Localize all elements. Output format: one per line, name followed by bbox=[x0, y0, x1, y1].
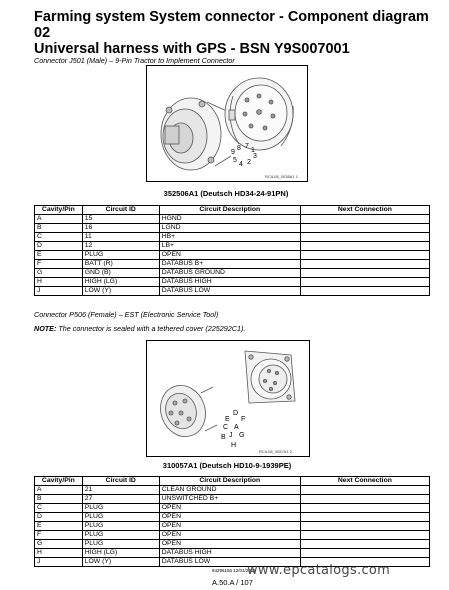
cell: 16 bbox=[82, 224, 159, 233]
pin-label: G bbox=[239, 432, 245, 439]
cell: OPEN bbox=[159, 513, 300, 522]
pin-label: 4 bbox=[239, 161, 243, 168]
cell: 11 bbox=[82, 233, 159, 242]
cell bbox=[300, 504, 429, 513]
cell: DATABUS GROUND bbox=[159, 269, 300, 278]
cell: DATABUS LOW bbox=[159, 287, 300, 296]
table-header-row bbox=[35, 206, 430, 215]
column-header: Cavity/Pin bbox=[35, 477, 83, 486]
pin-label: J bbox=[229, 432, 233, 439]
table-row bbox=[35, 549, 430, 558]
table-row bbox=[35, 278, 430, 287]
cell: OPEN bbox=[159, 531, 300, 540]
table-row bbox=[35, 251, 430, 260]
cell: C bbox=[35, 233, 83, 242]
cell: 21 bbox=[82, 486, 159, 495]
cell: PLUG bbox=[82, 504, 159, 513]
pin-label: 7 bbox=[245, 143, 249, 150]
column-header: Next Connection bbox=[300, 206, 429, 215]
cell: OPEN bbox=[159, 540, 300, 549]
table-header-row bbox=[35, 477, 430, 486]
connector-p506-figure bbox=[146, 340, 310, 457]
title-line-2: Universal harness with GPS - BSN Y9S007001 bbox=[34, 41, 350, 57]
pin-label: 3 bbox=[253, 153, 257, 160]
cell bbox=[300, 531, 429, 540]
table-row bbox=[35, 522, 430, 531]
pin-label: 2 bbox=[247, 159, 251, 166]
cell: D bbox=[35, 242, 83, 251]
cell bbox=[300, 233, 429, 242]
pin-label: 9 bbox=[231, 149, 235, 156]
table-row bbox=[35, 224, 430, 233]
cell: LB+ bbox=[159, 242, 300, 251]
cell bbox=[300, 269, 429, 278]
cell bbox=[300, 513, 429, 522]
cell: HB+ bbox=[159, 233, 300, 242]
cell: UNSWITCHED B+ bbox=[159, 495, 300, 504]
table-row bbox=[35, 260, 430, 269]
cell: DATABUS HIGH bbox=[159, 278, 300, 287]
cell: C bbox=[35, 504, 83, 513]
page-number: A.50.A / 107 bbox=[212, 578, 253, 587]
table-row bbox=[35, 486, 430, 495]
column-header: Circuit Description bbox=[159, 206, 300, 215]
cell bbox=[300, 215, 429, 224]
pin-label: 1 bbox=[251, 147, 255, 154]
cell: H bbox=[35, 549, 83, 558]
table-row bbox=[35, 504, 430, 513]
column-header: Circuit ID bbox=[82, 477, 159, 486]
cell bbox=[300, 224, 429, 233]
connector-p506-label: Connector P506 (Female) – EST (Electronic Service Tool) bbox=[34, 310, 219, 319]
table-row bbox=[35, 513, 430, 522]
column-header: Next Connection bbox=[300, 477, 429, 486]
cell: DATABUS B+ bbox=[159, 260, 300, 269]
figure-code: RCIL08_0057A1 2 bbox=[259, 449, 292, 454]
cell: J bbox=[35, 558, 83, 567]
table-row bbox=[35, 269, 430, 278]
cell bbox=[300, 522, 429, 531]
cell: LOW (Y) bbox=[82, 558, 159, 567]
cell: CLEAN GROUND bbox=[159, 486, 300, 495]
connector-j501-drawing bbox=[147, 66, 307, 181]
cell: OPEN bbox=[159, 251, 300, 260]
cell: E bbox=[35, 251, 83, 260]
connector-p506-caption: 310057A1 (Deutsch HD10-9-1939PE) bbox=[162, 461, 292, 470]
cell: HGND bbox=[159, 215, 300, 224]
cell: E bbox=[35, 522, 83, 531]
cell: F bbox=[35, 260, 83, 269]
cell: PLUG bbox=[82, 513, 159, 522]
cell: 12 bbox=[82, 242, 159, 251]
table-row bbox=[35, 531, 430, 540]
cell bbox=[300, 549, 429, 558]
cell: DATABUS HIGH bbox=[159, 549, 300, 558]
cell: G bbox=[35, 540, 83, 549]
pin-label: B bbox=[221, 434, 226, 441]
cell bbox=[300, 278, 429, 287]
pin-label: 8 bbox=[237, 145, 241, 152]
cell bbox=[300, 242, 429, 251]
pin-label: A bbox=[234, 424, 239, 431]
pin-label: E bbox=[225, 416, 230, 423]
pinout-table-j501 bbox=[34, 205, 430, 296]
cell: 27 bbox=[82, 495, 159, 504]
note-text bbox=[34, 324, 245, 333]
pin-label: F bbox=[241, 416, 246, 423]
cell: H bbox=[35, 278, 83, 287]
pin-label: H bbox=[231, 442, 237, 449]
table-row bbox=[35, 540, 430, 549]
table-row bbox=[35, 215, 430, 224]
column-header: Circuit ID bbox=[82, 206, 159, 215]
watermark: www.epcatalogs.com bbox=[247, 563, 391, 578]
cell: B bbox=[35, 224, 83, 233]
cell: PLUG bbox=[82, 522, 159, 531]
cell: A bbox=[35, 215, 83, 224]
title-line-1: Farming system System connector - Component diagram 02 bbox=[34, 9, 429, 41]
table-row bbox=[35, 242, 430, 251]
connector-p506-drawing bbox=[147, 341, 309, 456]
cell: GND (B) bbox=[82, 269, 159, 278]
cell bbox=[300, 260, 429, 269]
cell: PLUG bbox=[82, 531, 159, 540]
cell bbox=[300, 495, 429, 504]
cell: A bbox=[35, 486, 83, 495]
cell bbox=[300, 540, 429, 549]
cell: HIGH (LG) bbox=[82, 278, 159, 287]
pin-label: 5 bbox=[233, 157, 237, 164]
cell bbox=[300, 251, 429, 260]
cell: F bbox=[35, 531, 83, 540]
pinout-table-p506 bbox=[34, 476, 430, 567]
cell bbox=[300, 486, 429, 495]
note-prefix: NOTE: bbox=[34, 324, 57, 333]
figure-code: RCIL08_0038A1 1 bbox=[265, 174, 298, 179]
cell: DATABUS LOW bbox=[159, 558, 300, 567]
cell bbox=[300, 287, 429, 296]
cell: BATT (R) bbox=[82, 260, 159, 269]
page-title bbox=[34, 9, 434, 57]
cell: OPEN bbox=[159, 504, 300, 513]
connector-j501-figure bbox=[146, 65, 308, 182]
cell: B bbox=[35, 495, 83, 504]
cell: J bbox=[35, 287, 83, 296]
table-row bbox=[35, 233, 430, 242]
cell: OPEN bbox=[159, 522, 300, 531]
cell: PLUG bbox=[82, 540, 159, 549]
pin-label: D bbox=[233, 410, 239, 417]
cell: LOW (Y) bbox=[82, 287, 159, 296]
connector-j501-label: Connector J501 (Male) – 9-Pin Tractor to Implement Connector bbox=[34, 56, 235, 65]
cell: LGND bbox=[159, 224, 300, 233]
table-row bbox=[35, 495, 430, 504]
cell: G bbox=[35, 269, 83, 278]
column-header: Cavity/Pin bbox=[35, 206, 83, 215]
document-code: 84296155 12/01/2011 bbox=[212, 568, 256, 573]
note-body: The connector is sealed with a tethered cover (225292C1). bbox=[56, 324, 246, 333]
column-header: Circuit Description bbox=[159, 477, 300, 486]
cell: HIGH (LG) bbox=[82, 549, 159, 558]
cell: PLUG bbox=[82, 251, 159, 260]
pin-label: C bbox=[223, 424, 229, 431]
cell: D bbox=[35, 513, 83, 522]
connector-j501-caption: 352506A1 (Deutsch HD34-24-91PN) bbox=[163, 189, 289, 198]
cell: 15 bbox=[82, 215, 159, 224]
table-row bbox=[35, 287, 430, 296]
